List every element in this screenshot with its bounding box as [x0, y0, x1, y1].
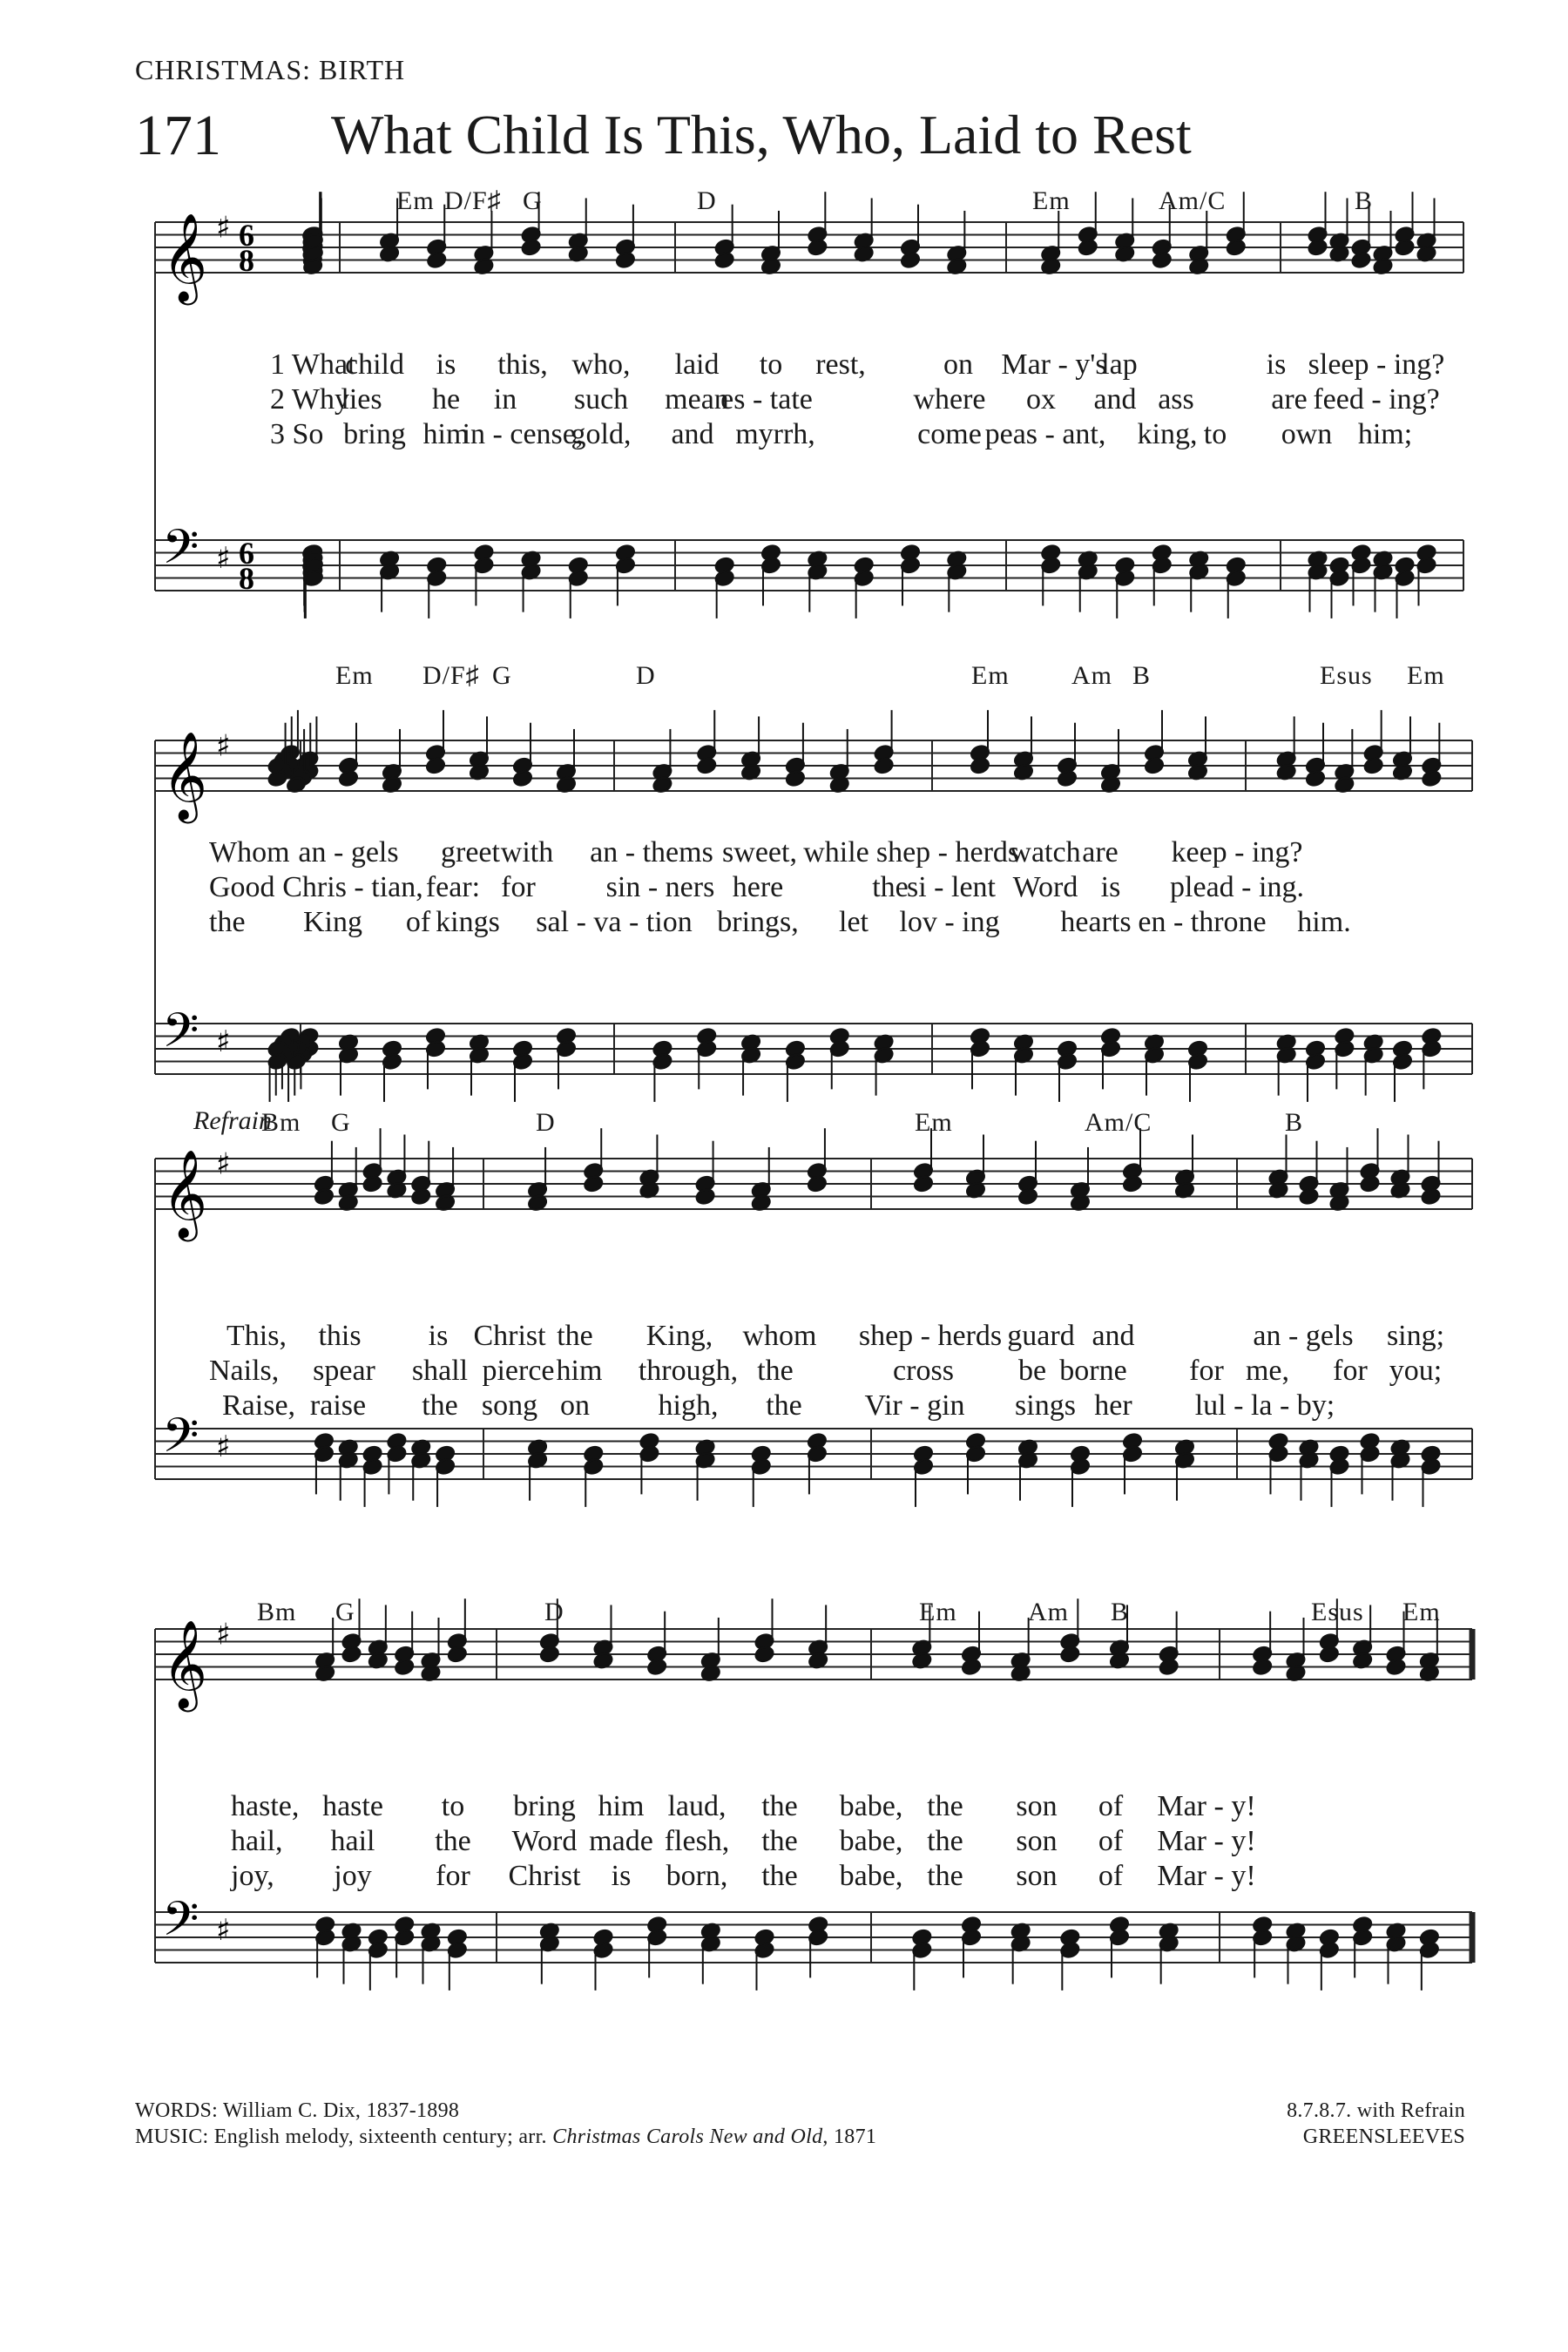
lyric-syllable: an - gels — [1253, 1320, 1354, 1352]
chord-symbol: G — [335, 1598, 355, 1626]
bass-clef: 𝄢 — [162, 1003, 199, 1070]
note-head — [1144, 757, 1165, 775]
lyric-syllable: the — [927, 1825, 963, 1857]
lyric-syllable: Mar - y! — [1157, 1860, 1256, 1892]
lyric-syllable: an - gels — [298, 836, 399, 868]
note-head — [1252, 1658, 1273, 1676]
lyric-syllable: him — [556, 1355, 603, 1387]
lyric-syllable: son — [1016, 1790, 1058, 1822]
chord-symbol: B — [1132, 661, 1152, 690]
music-credit-prefix: MUSIC: English melody, sixteenth century; arr. — [135, 2126, 553, 2148]
note-head — [1122, 1175, 1143, 1193]
lyric-syllable: fear: — [425, 871, 481, 903]
hymn-title: What Child Is This, Who, Laid to Rest — [331, 104, 1192, 166]
lyric-syllable: in - cense, — [462, 418, 584, 450]
lyric-syllable: through, — [638, 1355, 739, 1387]
note-head — [1395, 239, 1416, 257]
chord-symbol: Bm — [257, 1598, 297, 1626]
lyric-syllable: is — [611, 1860, 632, 1892]
key-signature-sharp: ♯ — [216, 1429, 231, 1464]
lyric-syllable: made — [589, 1825, 653, 1857]
lyric-syllable: an - thems — [590, 836, 713, 868]
lyric-syllable: flesh, — [664, 1825, 730, 1857]
note-head — [714, 251, 735, 269]
lyric-syllable: to — [1203, 418, 1227, 450]
lyric-syllable: myrrh, — [735, 418, 815, 450]
lyric-syllable: are — [1271, 383, 1308, 416]
lyric-syllable: of — [1098, 1825, 1124, 1857]
lyric-syllable: plead - ing. — [1170, 871, 1304, 903]
lyric-syllable: si - lent — [907, 871, 996, 903]
chord-symbol: B — [1111, 1598, 1130, 1626]
chord-symbol: B — [1285, 1108, 1304, 1137]
lyric-syllable: babe, — [839, 1825, 903, 1857]
lyric-syllable: spear — [313, 1355, 375, 1387]
chord-symbol: B — [1355, 186, 1374, 215]
note-head — [410, 1187, 431, 1206]
lyric-syllable: sin - ners — [605, 871, 715, 903]
words-credit: WORDS: William C. Dix, 1837-1898 — [135, 2099, 460, 2122]
note-head — [362, 1175, 383, 1193]
music-credit-suffix: , 1871 — [822, 2126, 877, 2148]
lyric-syllable: where — [913, 383, 986, 416]
lyric-syllable: him — [422, 418, 470, 450]
note-head — [1319, 1646, 1340, 1664]
lyric-syllable: him. — [1297, 906, 1351, 938]
lyric-syllable: song — [481, 1389, 538, 1422]
lyric-syllable: is — [1266, 348, 1287, 381]
lyric-syllable: on — [560, 1389, 590, 1422]
lyric-syllable: hail, — [231, 1825, 283, 1857]
note-head — [1152, 251, 1173, 269]
chord-symbol: G — [523, 186, 543, 215]
note-head — [426, 251, 447, 269]
lyric-syllable: are — [1082, 836, 1119, 868]
lyric-syllable: 1 What — [270, 348, 356, 381]
chord-symbol: G — [331, 1108, 351, 1137]
chord-symbol: Em — [971, 661, 1010, 690]
music-credit — [135, 2124, 876, 2150]
lyric-syllable: is — [436, 348, 456, 381]
lyric-syllable: this — [318, 1320, 362, 1352]
lyric-syllable: born, — [666, 1860, 728, 1892]
note-head — [1159, 1658, 1179, 1676]
lyric-syllable: sweet, — [722, 836, 797, 868]
lyric-syllable: This, — [226, 1320, 287, 1352]
chord-symbol: Am — [1028, 1598, 1069, 1626]
lyric-syllable: here — [732, 871, 784, 903]
lyric-syllable: the — [435, 1825, 471, 1857]
footer-credits — [135, 2098, 876, 2150]
treble-clef: 𝄞 — [162, 212, 208, 301]
note-head — [314, 1187, 335, 1206]
lyric-syllable: raise — [309, 1389, 367, 1422]
time-signature-digit: 6 — [239, 536, 254, 571]
note-head — [754, 1646, 775, 1664]
lyric-syllable: greet — [441, 836, 500, 868]
lyric-syllable: the — [422, 1389, 458, 1422]
category-label: CHRISTMAS: BIRTH — [135, 54, 406, 85]
lyric-syllable: the — [761, 1860, 798, 1892]
treble-clef: 𝄞 — [162, 1148, 208, 1238]
lyric-syllable: cross — [893, 1355, 954, 1387]
note-head — [539, 1646, 560, 1664]
note-head — [696, 757, 717, 775]
lyric-syllable: to — [441, 1790, 465, 1822]
lyric-syllable: he — [431, 383, 461, 416]
lyric-syllable: bring — [513, 1790, 576, 1822]
note-head — [913, 1175, 934, 1193]
lyric-syllable: Word — [1012, 871, 1078, 903]
lyric-syllable: the — [872, 871, 909, 903]
note-head — [615, 251, 636, 269]
lyric-syllable: Christ — [473, 1320, 546, 1352]
lyric-syllable: feed - ing? — [1313, 383, 1440, 416]
lyric-syllable: babe, — [839, 1860, 903, 1892]
lyric-syllable: bring — [343, 418, 406, 450]
lyric-syllable: on — [943, 348, 973, 381]
lyric-syllable: lies — [341, 383, 382, 416]
lyric-syllable: of — [1098, 1860, 1124, 1892]
chord-symbol: Am/C — [1085, 1108, 1152, 1137]
key-signature-sharp: ♯ — [216, 210, 231, 246]
note-head — [961, 1658, 982, 1676]
lyric-syllable: high, — [658, 1389, 719, 1422]
lyric-syllable: own — [1281, 418, 1333, 450]
chord-symbol: D — [536, 1108, 556, 1137]
lyric-syllable: joy, — [231, 1860, 274, 1892]
lyric-syllable: son — [1016, 1860, 1058, 1892]
lyric-syllable: lov - ing — [899, 906, 1000, 938]
lyric-syllable: and — [671, 418, 714, 450]
key-signature-sharp: ♯ — [216, 540, 231, 576]
note-head — [807, 1175, 828, 1193]
lyric-syllable: borne — [1059, 1355, 1127, 1387]
note-head — [447, 1646, 468, 1664]
lyric-syllable: the — [557, 1320, 593, 1352]
note-head — [1351, 251, 1372, 269]
note-head — [1421, 1187, 1442, 1206]
lyric-syllable: sal - va - tion — [536, 906, 693, 938]
lyric-syllable: and — [1093, 383, 1137, 416]
lyric-syllable: her — [1094, 1389, 1132, 1422]
lyric-syllable: Chris - tian, — [282, 871, 423, 903]
lyric-syllable: shep - herds — [858, 1320, 1003, 1352]
lyric-syllable: King, — [645, 1320, 713, 1352]
lyric-syllable: come — [917, 418, 982, 450]
hymn-number: 171 — [135, 104, 221, 167]
note-head — [1017, 1187, 1038, 1206]
lyric-syllable: hearts — [1060, 906, 1132, 938]
key-signature-sharp: ♯ — [216, 1912, 231, 1948]
note-head — [338, 769, 359, 787]
chord-symbol: Bm — [261, 1108, 301, 1137]
chord-symbol: Em — [1402, 1598, 1441, 1626]
lyric-syllable: guard — [1007, 1320, 1075, 1352]
bass-clef: 𝄢 — [162, 519, 199, 586]
note-head — [1308, 239, 1328, 257]
note-head — [1360, 1175, 1381, 1193]
bass-clef: 𝄢 — [162, 1408, 199, 1475]
treble-clef: 𝄞 — [162, 1619, 208, 1708]
refrain-label: Refrain — [193, 1106, 272, 1135]
note-head — [807, 239, 828, 257]
lyric-syllable: such — [573, 383, 629, 416]
note-head — [341, 1646, 362, 1664]
lyric-syllable: while — [803, 836, 869, 868]
lyric-syllable: king, — [1137, 418, 1198, 450]
lyric-syllable: pierce — [482, 1355, 555, 1387]
lyric-syllable: for — [1333, 1355, 1368, 1387]
lyric-syllable: gold, — [571, 418, 632, 450]
note-head — [900, 251, 921, 269]
lyric-syllable: 2 Why — [270, 383, 349, 416]
chord-symbol: D — [697, 186, 717, 215]
note-head — [1059, 1646, 1080, 1664]
lyric-syllable: in — [493, 383, 517, 416]
lyric-syllable: of — [1098, 1790, 1124, 1822]
time-signature-digit: 8 — [239, 243, 254, 278]
lyric-syllable: him; — [1357, 418, 1413, 450]
lyric-syllable: kings — [436, 906, 500, 938]
lyric-syllable: is — [1100, 871, 1121, 903]
lyric-syllable: of — [405, 906, 431, 938]
lyric-syllable: lul - la - by; — [1194, 1389, 1335, 1422]
lyric-syllable: hail — [330, 1825, 375, 1857]
lyric-syllable: shep - herds — [875, 836, 1020, 868]
lyric-syllable: Raise, — [222, 1389, 296, 1422]
note-head — [970, 757, 990, 775]
footer-tune-info — [1287, 2098, 1465, 2150]
note-head — [1057, 769, 1078, 787]
note-head — [646, 1658, 667, 1676]
lyric-syllable: Mar - y! — [1157, 1825, 1256, 1857]
chord-symbol: G — [492, 661, 512, 690]
lyric-syllable: sings — [1015, 1389, 1076, 1422]
lyric-syllable: Word — [511, 1825, 578, 1857]
lyric-syllable: me, — [1245, 1355, 1290, 1387]
lyric-syllable: sing; — [1386, 1320, 1445, 1352]
lyric-syllable: the — [927, 1860, 963, 1892]
chord-symbol: D — [636, 661, 656, 690]
lyric-syllable: Whom — [209, 836, 290, 868]
lyric-syllable: Good — [209, 871, 275, 903]
lyric-syllable: is — [428, 1320, 449, 1352]
note-head — [695, 1187, 716, 1206]
chord-symbol: Em — [915, 1108, 953, 1137]
lyric-syllable: ass — [1158, 383, 1194, 416]
note-head — [521, 239, 542, 257]
lyric-syllable: laid — [674, 348, 720, 381]
lyric-syllable: es - tate — [720, 383, 813, 416]
lyric-syllable: peas - ant, — [984, 418, 1106, 450]
lyric-syllable: whom — [742, 1320, 817, 1352]
lyric-syllable: haste — [322, 1790, 383, 1822]
lyric-syllable: keep - ing? — [1171, 836, 1303, 868]
lyric-syllable: Mar - y's — [1001, 348, 1107, 381]
note-head — [1386, 1658, 1407, 1676]
key-signature-sharp: ♯ — [216, 728, 231, 764]
chord-symbol: Esus — [1311, 1598, 1364, 1626]
lyric-syllable: 3 So — [270, 418, 324, 450]
tune-name: GREENSLEEVES — [1302, 2126, 1465, 2148]
time-signature-digit: 6 — [239, 218, 254, 253]
lyric-syllable: joy — [334, 1860, 372, 1892]
lyric-syllable: babe, — [839, 1790, 903, 1822]
note-head — [1363, 757, 1384, 775]
lyric-syllable: the — [927, 1790, 963, 1822]
time-signature-digit: 8 — [239, 561, 254, 596]
lyric-syllable: Christ — [508, 1860, 581, 1892]
note-head — [1226, 239, 1247, 257]
note-head — [583, 1175, 604, 1193]
lyric-syllable: the — [761, 1825, 798, 1857]
lyric-syllable: haste, — [231, 1790, 300, 1822]
lyric-syllable: to — [759, 348, 783, 381]
system-3 — [155, 1128, 1472, 1507]
lyric-syllable: the — [209, 906, 246, 938]
chord-symbol: D/F♯ — [444, 186, 502, 215]
note-head — [512, 769, 533, 787]
lyric-syllable: the — [766, 1389, 802, 1422]
lyric-syllable: King — [303, 906, 362, 938]
lyric-syllable: Nails, — [209, 1355, 280, 1387]
note-head — [874, 757, 895, 775]
note-head — [785, 769, 806, 787]
lyric-syllable: him — [598, 1790, 645, 1822]
lyric-syllable: mean — [665, 383, 729, 416]
lyric-syllable: en - throne — [1138, 906, 1267, 938]
lyric-syllable: child — [345, 348, 404, 381]
chord-symbol: Em — [1407, 661, 1445, 690]
note-head — [425, 757, 446, 775]
chord-symbol: Em — [919, 1598, 957, 1626]
note-head — [1078, 239, 1098, 257]
lyric-syllable: shall — [411, 1355, 469, 1387]
key-signature-sharp: ♯ — [216, 1617, 231, 1652]
lyric-syllable: Mar - y! — [1157, 1790, 1256, 1822]
lyric-syllable: you; — [1389, 1355, 1443, 1387]
lyric-syllable: lap — [1101, 348, 1138, 381]
chord-symbol: Esus — [1320, 661, 1373, 690]
lyric-syllable: Vir - gin — [864, 1389, 965, 1422]
lyric-syllable: the — [757, 1355, 794, 1387]
chord-symbol: Am/C — [1159, 186, 1227, 215]
key-signature-sharp: ♯ — [216, 1024, 231, 1059]
note-head — [1421, 769, 1442, 787]
chord-symbol: Em — [335, 661, 374, 690]
note-head — [1299, 1187, 1320, 1206]
lyric-syllable: this, — [497, 348, 548, 381]
music-source: Christmas Carols New and Old — [552, 2126, 823, 2148]
lyric-syllable: be — [1017, 1355, 1047, 1387]
chord-symbol: Am — [1071, 661, 1112, 690]
treble-clef: 𝄞 — [162, 730, 208, 820]
lyric-syllable: who, — [571, 348, 631, 381]
chord-symbol: Em — [396, 186, 435, 215]
lyric-syllable: rest, — [815, 348, 866, 381]
lyric-syllable: watch — [1010, 836, 1081, 868]
chord-symbol: D — [544, 1598, 564, 1626]
lyric-syllable: sleep - ing? — [1308, 348, 1445, 381]
lyric-syllable: laud, — [667, 1790, 727, 1822]
note-head — [1305, 769, 1326, 787]
lyric-syllable: son — [1016, 1825, 1058, 1857]
lyric-syllable: for — [501, 871, 536, 903]
lyric-syllable: let — [839, 906, 868, 938]
chord-symbol: Em — [1032, 186, 1071, 215]
key-signature-sharp: ♯ — [216, 1146, 231, 1182]
lyric-syllable: for — [1189, 1355, 1224, 1387]
note-head — [394, 1658, 415, 1676]
lyric-syllable: brings, — [717, 906, 799, 938]
chord-symbol: D/F♯ — [422, 661, 480, 690]
lyric-syllable: with — [500, 836, 554, 868]
lyric-syllable: and — [1092, 1320, 1135, 1352]
lyric-syllable: the — [761, 1790, 798, 1822]
meter: 8.7.8.7. with Refrain — [1287, 2099, 1465, 2122]
lyric-syllable: ox — [1026, 383, 1056, 416]
lyric-syllable: for — [436, 1860, 470, 1892]
bass-clef: 𝄢 — [162, 1891, 199, 1958]
